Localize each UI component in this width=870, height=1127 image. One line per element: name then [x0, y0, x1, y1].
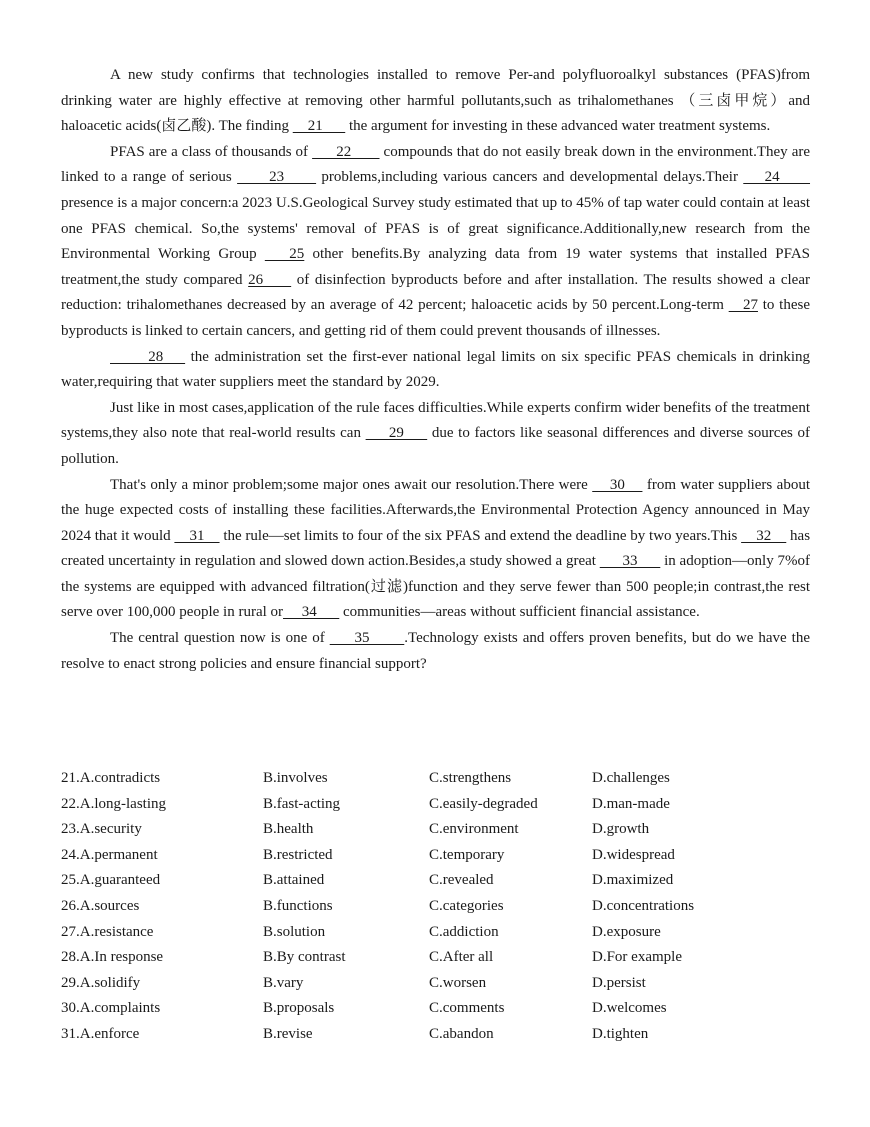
- option-row: [61, 924, 810, 950]
- passage-text: problems,including various cancers and developmental delays.Their: [316, 169, 744, 186]
- passage-text: from water suppliers about the huge expected costs of installing these facilities.Afterwards,the Environmental Protection Agency announced in May 2024 that it would: [61, 476, 810, 544]
- passage-text: to these byproducts is linked to certain cancers, and getting rid of them could prevent thousands of illnesses.: [61, 297, 810, 339]
- answer-blank[interactable]: 34: [283, 604, 340, 621]
- answer-option[interactable]: B.functions: [263, 897, 333, 914]
- passage-text: The central question now is one of: [110, 630, 330, 647]
- passage-text: That's only a minor problem;some major ones await our resolution.There were: [110, 476, 593, 493]
- cloze-passage: [61, 63, 810, 677]
- answer-option[interactable]: 24.A.permanent: [61, 846, 158, 863]
- answer-option[interactable]: B.restricted: [263, 846, 333, 863]
- answer-blank[interactable]: 32: [741, 527, 787, 544]
- answer-blank[interactable]: 22: [312, 143, 380, 160]
- answer-blank[interactable]: 21: [292, 118, 346, 135]
- answer-blank[interactable]: 30: [592, 476, 643, 493]
- answer-option[interactable]: B.By contrast: [263, 949, 346, 966]
- answer-blank[interactable]: 25: [264, 246, 305, 263]
- passage-text: in adoption—only 7%of the systems are equipped with advanced filtration(过滤)function and they serve fewer than 500 people;in contrast,the rest serve over 100,000 people in rural or: [61, 553, 811, 621]
- answer-option[interactable]: D.challenges: [592, 770, 670, 786]
- passage-text: of disinfection byproducts before and after installation. The results showed a clear reduction: trihalomethanes decreased by an average of 42 percent; haloacetic acids by 50 percent.Long-term: [61, 271, 810, 314]
- passage-paragraph: [61, 63, 810, 140]
- option-row: [61, 949, 810, 975]
- answer-option[interactable]: B.attained: [263, 872, 325, 889]
- answer-option[interactable]: D.exposure: [592, 923, 661, 940]
- answer-option[interactable]: 25.A.guaranteed: [61, 872, 161, 889]
- answer-blank[interactable]: 28: [110, 348, 186, 365]
- answer-option[interactable]: 21.A.contradicts: [61, 770, 161, 786]
- answer-option[interactable]: C.easily-degraded: [429, 795, 538, 812]
- option-row: [61, 1026, 810, 1052]
- answer-blank[interactable]: 33: [599, 553, 661, 570]
- option-row: [61, 1000, 810, 1026]
- answer-option[interactable]: C.temporary: [429, 846, 505, 863]
- option-row: [61, 872, 810, 898]
- answer-option[interactable]: 29.A.solidify: [61, 974, 141, 991]
- answer-option[interactable]: D.welcomes: [592, 1000, 667, 1017]
- answer-option[interactable]: D.man-made: [592, 795, 670, 812]
- answer-option[interactable]: B.health: [263, 821, 314, 838]
- option-row: [61, 796, 810, 822]
- answer-option[interactable]: C.After all: [429, 949, 494, 966]
- passage-text: due to factors like seasonal differences and diverse sources of pollution.: [61, 425, 811, 467]
- answer-option[interactable]: C.categories: [429, 897, 504, 914]
- passage-text: the argument for investing in these advanced water treatment systems.: [345, 118, 771, 135]
- answer-option[interactable]: D.tighten: [592, 1025, 649, 1042]
- passage-text: the administration set the first-ever national legal limits on six specific PFAS chemicals in drinking water,requiring that water suppliers meet the standard by 2029.: [61, 348, 811, 391]
- answer-option[interactable]: D.persist: [592, 974, 646, 991]
- answer-option[interactable]: 22.A.long-lasting: [61, 795, 166, 812]
- answer-option[interactable]: C.addiction: [429, 923, 499, 940]
- answer-option[interactable]: C.worsen: [429, 974, 487, 991]
- option-row: [61, 975, 810, 1001]
- answer-option[interactable]: D.growth: [592, 821, 650, 838]
- answer-option[interactable]: C.environment: [429, 821, 519, 838]
- answer-blank[interactable]: 35: [329, 630, 405, 647]
- option-row: [61, 847, 810, 873]
- passage-text: A new study confirms that technologies installed to remove Per-and polyfluoroalkyl substances (PFAS)from drinking water are highly effective at removing other harmful pollutants,such as trihalomethanes （三卤甲烷）and haloacetic acids(卤乙酸). The finding: [61, 67, 810, 135]
- answer-option[interactable]: B.involves: [263, 770, 328, 786]
- answer-option[interactable]: B.solution: [263, 923, 326, 940]
- answer-option[interactable]: 30.A.complaints: [61, 1000, 161, 1017]
- passage-text: presence is a major concern:a 2023 U.S.Geological Survey study estimated that up to 45% of tap water could contain at least one PFAS chemical. So,the systems' removal of PFAS is of great significance.Additionally,new research from the Environmental Working Group: [61, 194, 810, 263]
- answer-option[interactable]: D.concentrations: [592, 897, 695, 914]
- passage-text: other benefits.By analyzing data from 19 water systems that installed PFAS treatment,the study compared: [61, 246, 810, 288]
- answer-blank[interactable]: 26: [248, 271, 292, 288]
- answer-blank[interactable]: 24: [743, 169, 811, 186]
- answer-option[interactable]: D.maximized: [592, 872, 674, 889]
- answer-option[interactable]: C.abandon: [429, 1025, 494, 1042]
- answer-blank[interactable]: 29: [365, 425, 428, 442]
- passage-paragraph: [61, 473, 810, 627]
- answer-blank[interactable]: 31: [174, 527, 220, 544]
- answer-blank[interactable]: 23: [237, 169, 317, 186]
- answer-option[interactable]: D.widespread: [592, 846, 675, 863]
- passage-paragraph: [61, 396, 810, 473]
- passage-paragraph: [61, 345, 810, 396]
- answer-option[interactable]: B.vary: [263, 974, 304, 991]
- option-row: [61, 770, 810, 796]
- answer-option[interactable]: B.proposals: [263, 1000, 335, 1017]
- answer-option[interactable]: 28.A.In response: [61, 949, 164, 966]
- answer-option[interactable]: C.strengthens: [429, 770, 512, 786]
- answer-option[interactable]: 31.A.enforce: [61, 1025, 140, 1042]
- passage-text: Just like in most cases,application of the rule faces difficulties.While experts confirm wider benefits of the treatment systems,they also note that real-world results can: [61, 399, 810, 442]
- passage-text: communities—areas without sufficient financial assistance.: [339, 604, 700, 621]
- answer-option[interactable]: 27.A.resistance: [61, 923, 154, 940]
- answer-option[interactable]: C.comments: [429, 1000, 505, 1017]
- passage-text: PFAS are a class of thousands of: [110, 143, 313, 160]
- passage-paragraph: [61, 140, 810, 345]
- passage-text: compounds that do not easily break down in the environment.They are linked to a range of serious: [61, 143, 811, 186]
- option-row: [61, 898, 810, 924]
- answer-option[interactable]: 26.A.sources: [61, 897, 140, 914]
- answer-option[interactable]: D.For example: [592, 949, 682, 966]
- answer-options: [61, 770, 810, 1052]
- answer-option[interactable]: C.revealed: [429, 872, 494, 889]
- passage-paragraph: [61, 626, 810, 677]
- passage-text: the rule—set limits to four of the six PFAS and extend the deadline by two years.This: [219, 527, 742, 544]
- option-row: [61, 821, 810, 847]
- passage-text: .Technology exists and offers proven benefits, but do we have the resolve to enact strong policies and ensure financial support?: [61, 630, 810, 672]
- answer-option[interactable]: B.revise: [263, 1025, 313, 1042]
- answer-option[interactable]: 23.A.security: [61, 821, 142, 838]
- answer-blank[interactable]: 27: [728, 297, 758, 314]
- passage-text: has created uncertainty in regulation and slowed down action.Besides,a study showed a great: [61, 527, 811, 570]
- answer-option[interactable]: B.fast-acting: [263, 795, 341, 812]
